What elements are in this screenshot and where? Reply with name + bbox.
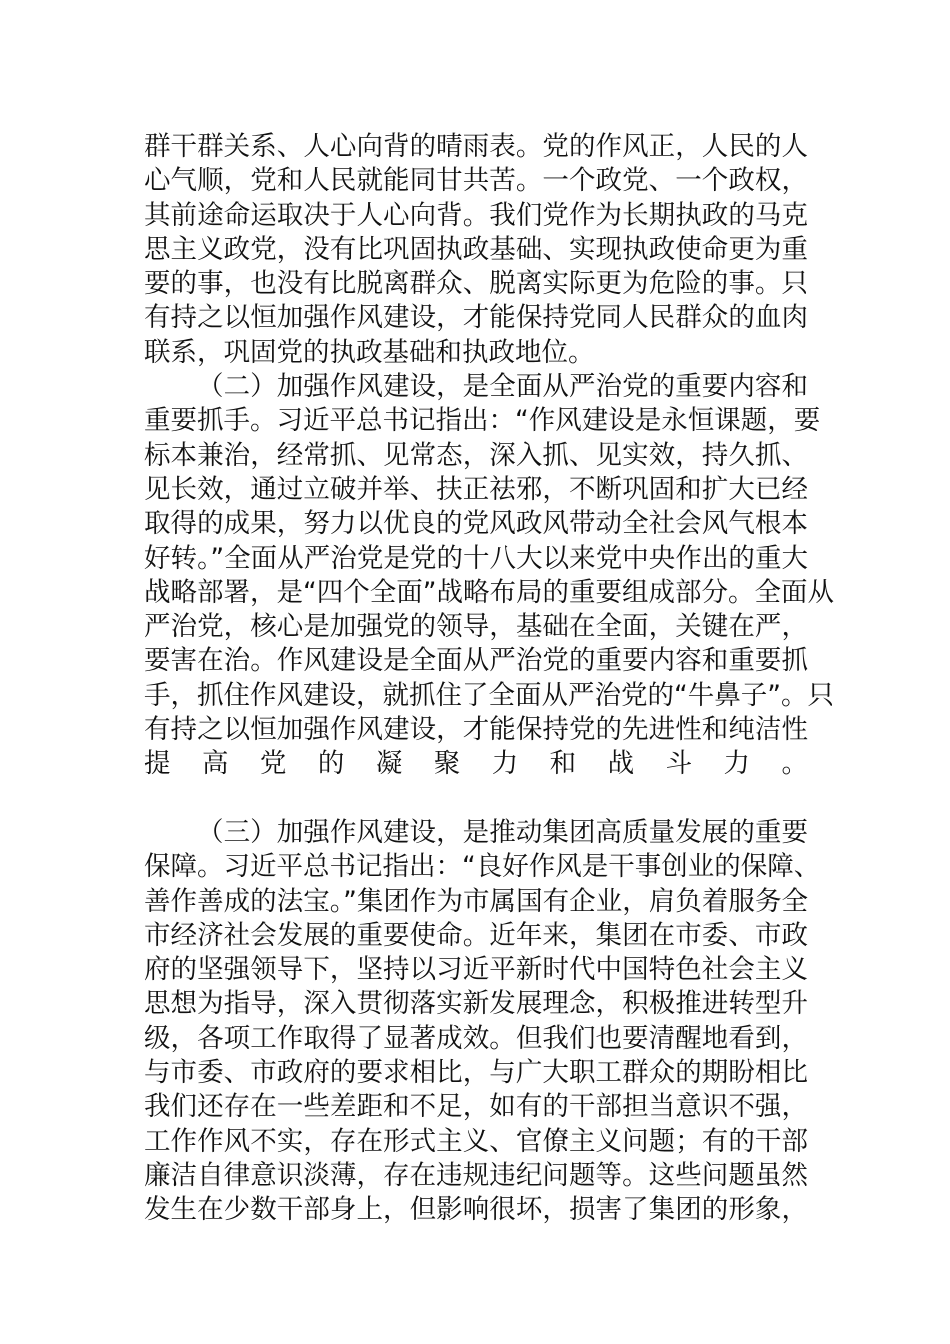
text-line: 廉洁自律意识淡薄，存在违规违纪问题等。这些问题虽然: [144, 1159, 808, 1191]
text-line: 重要抓手。习近平总书记指出：“作风建设是永恒课题，要: [144, 405, 821, 437]
text-line: 思主义政党，没有比巩固执政基础、实现执政使命更为重: [144, 233, 808, 265]
text-line: 善作善成的法宝。”集团作为市属国有企业，肩负着服务全: [144, 885, 808, 917]
text-line: 保障。习近平总书记指出：“良好作风是干事创业的保障、: [144, 851, 821, 883]
text-line: 严治党，核心是加强党的领导，基础在全面，关键在严，: [144, 611, 808, 643]
text-line: 取得的成果，努力以优良的党风政风带动全社会风气根本: [144, 508, 808, 540]
text-line: 要害在治。作风建设是全面从严治党的重要内容和重要抓: [144, 645, 808, 677]
text-line: （三）加强作风建设，是推动集团高质量发展的重要: [197, 816, 808, 848]
text-line: 心气顺，党和人民就能同甘共苦。一个政党、一个政权，: [144, 165, 808, 197]
text-line: 联系，巩固党的执政基础和执政地位。: [144, 336, 595, 368]
text-line: 级，各项工作取得了显著成效。但我们也要清醒地看到，: [144, 1022, 808, 1054]
text-line: 好转。”全面从严治党是党的十八大以来党中央作出的重大: [144, 542, 808, 574]
text-line: 要的事，也没有比脱离群众、脱离实际更为危险的事。只: [144, 268, 808, 300]
text-line: [144, 782, 808, 816]
text-line: 发生在少数干部身上，但影响很坏，损害了集团的形象，: [144, 1194, 808, 1226]
text-line: 其前途命运取决于人心向背。我们党作为长期执政的马克: [144, 199, 808, 231]
text-line: 市经济社会发展的重要使命。近年来，集团在市委、市政: [144, 919, 808, 951]
text-line: 与市委、市政府的要求相比，与广大职工群众的期盼相比: [144, 1057, 808, 1089]
paragraph: [144, 370, 834, 816]
text-line: 战略部署，是“四个全面”战略布局的重要组成部分。全面从: [144, 576, 834, 608]
text-line: 标本兼治，经常抓、见常态，深入抓、见实效，持久抓、: [144, 439, 808, 471]
text-line: （二）加强作风建设，是全面从严治党的重要内容和: [197, 371, 808, 403]
text-line: 手，抓住作风建设，就抓住了全面从严治党的“牛鼻子”。只: [144, 679, 834, 711]
paragraph: [144, 816, 821, 1228]
text-line: 工作作风不实，存在形式主义、官僚主义问题；有的干部: [144, 1125, 808, 1157]
text-line: 群干群关系、人心向背的晴雨表。党的作风正，人民的人: [144, 131, 808, 162]
text-line: 有持之以恒加强作风建设，才能保持党同人民群众的血肉: [144, 302, 808, 334]
text-line: 有持之以恒加强作风建设，才能保持党的先进性和纯洁性: [144, 714, 808, 746]
text-line: 提高党的凝聚力和战斗力。: [144, 748, 808, 780]
text-line: 思想为指导，深入贯彻落实新发展理念，积极推进转型升: [144, 988, 808, 1020]
text-line: 我们还存在一些差距和不足，如有的干部担当意识不强，: [144, 1091, 808, 1123]
document-body: [144, 130, 834, 1228]
text-line: 府的坚强领导下，坚持以习近平新时代中国特色社会主义: [144, 954, 808, 986]
text-line: 见长效，通过立破并举、扶正祛邪，不断巩固和扩大已经: [144, 473, 808, 505]
paragraph: [144, 130, 808, 370]
